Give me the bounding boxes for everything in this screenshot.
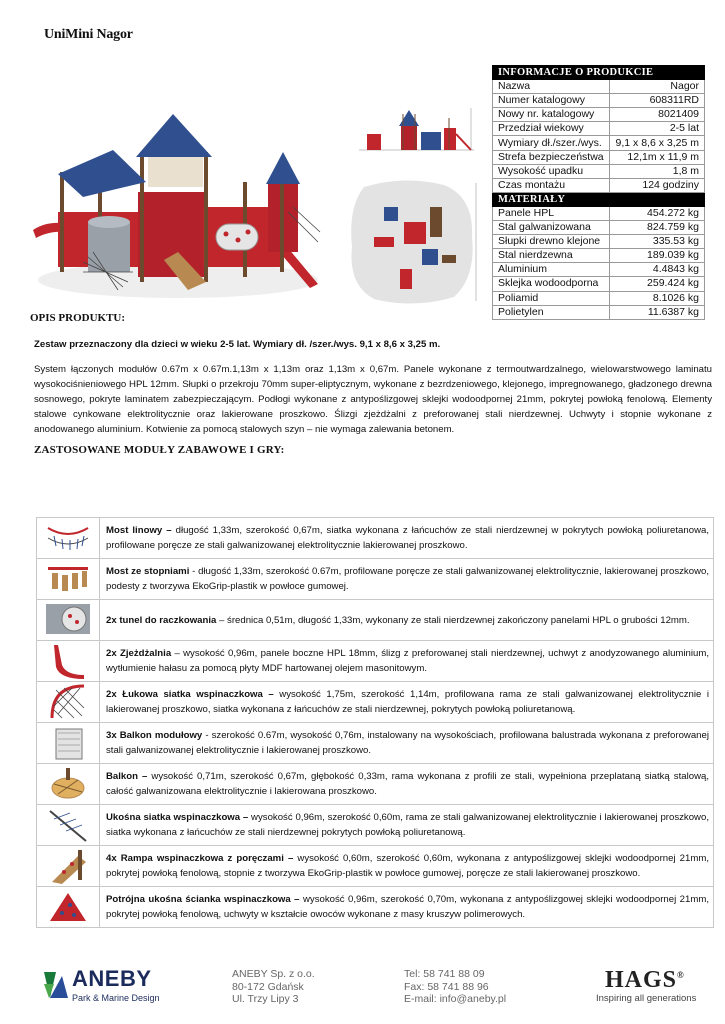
info-label: Poliamid	[493, 291, 610, 305]
info-value: 8021409	[610, 108, 705, 122]
plan-view-drawing	[344, 177, 481, 307]
info-value: 12,1m x 11,9 m	[610, 150, 705, 164]
module-text: wysokość 1,75m, szerokość 1,14m, profilowana rama ze stali galwanizowanej elektrolitycznie i lakierowanej proszkowo, siatka wykonana z łańcuchów ze stali nierdzewnej, pokrytych powłoką poliuretanową.	[106, 689, 709, 715]
info-row	[493, 80, 705, 94]
module-icon-cell	[37, 887, 100, 928]
info-row	[493, 150, 705, 164]
info-label: Wysokość upadku	[493, 164, 610, 178]
module-icon-cell	[37, 846, 100, 887]
module-name: 4x Rampa wspinaczkowa z poręczami –	[106, 853, 294, 864]
module-row	[37, 764, 714, 805]
contact-fax: Fax: 58 741 88 96	[404, 980, 489, 993]
module-row	[37, 805, 714, 846]
intro-text: Zestaw przeznaczony dla dzieci w wieku 2-5 lat. Wymiary dł. /szer./wys. 9,1 x 8,6 x 3,25 m.	[34, 339, 441, 350]
module-description	[100, 682, 714, 723]
module-icon-cell	[37, 518, 100, 559]
info-row	[493, 249, 705, 263]
module-text: wysokość 0,60m, szerokość 0,60m, wykonana z antypoślizgowej sklejki wodoodpornej 21mm, pokrytej powłoką fenolową, stopnie z tworzywa EkoGrip-plastik w powłoce gumowej, poręcze ze stali lakierowanej proszkowo.	[106, 853, 709, 879]
info-value: 11.6387 kg	[610, 305, 705, 319]
crawl-tunnel-icon	[44, 600, 92, 640]
module-name: 2x Zjeżdżalnia	[106, 648, 172, 659]
module-name: Ukośna siatka wspinaczkowa –	[106, 812, 249, 823]
info-label: Sklejka wodoodporna	[493, 277, 610, 291]
info-value: 335.53 kg	[610, 235, 705, 249]
module-text: – średnica 0,51m, długość 1,33m, wykonany ze stali nierdzewnej zakończony panelami HPL o grubości 12mm.	[216, 614, 690, 626]
info-label: Wymiary dł./szer./wys.	[493, 136, 610, 150]
aneby-brand-sub: Park & Marine Design	[72, 993, 160, 1003]
balcony-icon	[44, 764, 92, 804]
info-value: 189.039 kg	[610, 249, 705, 263]
registered-mark: ®	[677, 970, 685, 980]
info-label: Strefa bezpieczeństwa	[493, 150, 610, 164]
aneby-brand: ANEBY	[72, 966, 152, 991]
info-row	[493, 235, 705, 249]
climbing-wall-icon	[44, 887, 92, 927]
module-text: wysokość 0,96m, szerokość 0,70m, wykonana z antypoślizgowej sklejki wodoodpornej 21mm, pokrytej powłoką fenolową, uchwyty w kształcie owoców wykonane z masy kruszyw polimerowych.	[106, 894, 710, 920]
info-row	[493, 305, 705, 319]
info-row	[493, 221, 705, 235]
hags-logo-text: HAGS	[605, 967, 678, 993]
info-label: Czas montażu	[493, 178, 610, 192]
module-row	[37, 641, 714, 682]
module-description	[100, 559, 714, 600]
info-row	[493, 108, 705, 122]
info-label: Stal galwanizowana	[493, 221, 610, 235]
module-row	[37, 518, 714, 559]
info-value: Nagor	[610, 80, 705, 94]
module-name: Most linowy –	[106, 525, 172, 536]
info-label: Nazwa	[493, 80, 610, 94]
module-description	[100, 600, 714, 641]
address-line: Ul. Trzy Lipy 3	[232, 993, 299, 1005]
section-header-label: INFORMACJE O PRODUKCIE	[493, 66, 705, 80]
module-row	[37, 723, 714, 764]
hags-logo	[605, 967, 685, 994]
company-contact	[404, 968, 506, 1006]
module-description	[100, 641, 714, 682]
step-bridge-icon	[44, 559, 92, 599]
playground-illustration	[28, 112, 328, 302]
module-description	[100, 764, 714, 805]
info-value: 259.424 kg	[610, 277, 705, 291]
info-row	[493, 178, 705, 192]
info-label: Panele HPL	[493, 206, 610, 220]
module-row	[37, 600, 714, 641]
contact-phone: Tel: 58 741 88 09	[404, 968, 485, 980]
address-line: 80-172 Gdańsk	[232, 980, 304, 993]
module-row	[37, 682, 714, 723]
module-description	[100, 805, 714, 846]
info-section-header	[493, 66, 705, 80]
balcony-module-icon	[44, 723, 92, 763]
info-label: Aluminium	[493, 263, 610, 277]
module-icon-cell	[37, 600, 100, 641]
module-text: długość 1,33m, szerokość 0,67m, siatka wykonana z łańcuchów ze stali nierdzewnej w pokrytych powłoką poliuretanowa, profilowane poręcze ze stali galwanizowanej elektrolitycznie lakierowanej proszkowo.	[106, 525, 709, 551]
info-label: Stal nierdzewna	[493, 249, 610, 263]
address-line: ANEBY Sp. z o.o.	[232, 968, 315, 980]
side-elevation-drawing	[349, 104, 481, 160]
module-text: - długość 1,33m, szerokość 0.67m, profilowane poręcze ze stali galwanizowanej elektrolitycznie, lakierowanej proszkowo, podesty z tworzywa EkoGrip-plastik w powłoce gumowej.	[106, 566, 709, 592]
modules-heading: ZASTOSOWANE MODUŁY ZABAWOWE I GRY:	[34, 444, 285, 456]
info-row	[493, 206, 705, 220]
description-heading: OPIS PRODUKTU:	[30, 312, 126, 324]
info-label: Numer katalogowy	[493, 94, 610, 108]
module-text: - szerokość 0.67m, wysokość 0,76m, instalowany na wysokościach, profilowana balustrada wykonana z preforowanej stali galwanizowanej elektrolitycznie i lakierowanej proszkowo.	[106, 730, 709, 756]
modules-table	[36, 517, 714, 928]
description-text: System łączonych modułów 0.67m x 0.67m.1,13m x 1,13m oraz 1,13m x 0,67m. Panele wykonane z termoutwardzalnego, wielowarstwowego laminatu wysokociśnieniowego HPL 12mm. Słupki o przekroju 70mm super-eliptycznym, wykonane z bezrdzeniowego, klejonego, impregnowanego, gładzonego drewna sosnowego, pokryte laminatem zabezpieczającym. Podłogi wykonane z antypoślizgowej sklejki wodoodpornej 21mm, pokrytej powłoką fenolową. Elementy stalowe cynkowane elektrolitycznie oraz lakierowane proszkowo. Ślizgi zjeżdżalni z preforowanej stali nierdzewnej. Uchwyty i stopnie wykonane z anodowanego aluminium. Kotwienie za pomocą stalowych szyn – nie wymaga zalewania betonem.	[34, 364, 712, 435]
module-icon-cell	[37, 805, 100, 846]
page-title: UniMini Nagor	[44, 27, 133, 42]
info-label: Słupki drewno klejone	[493, 235, 610, 249]
module-row	[37, 846, 714, 887]
info-value: 9,1 x 8,6 x 3,25 m	[610, 136, 705, 150]
section-header-label: MATERIAŁY	[493, 192, 705, 206]
module-name: Potrójna ukośna ścianka wspinaczkowa –	[106, 894, 300, 905]
module-name: Balkon –	[106, 771, 148, 782]
module-name: Most ze stopniami	[106, 566, 190, 577]
info-section-header	[493, 192, 705, 206]
module-name: 3x Balkon modułowy	[106, 730, 203, 741]
info-label: Przedział wiekowy	[493, 122, 610, 136]
info-value: 8.1026 kg	[610, 291, 705, 305]
slide-icon	[44, 641, 92, 681]
ramp-icon	[44, 846, 92, 886]
info-row	[493, 94, 705, 108]
module-description	[100, 846, 714, 887]
module-row	[37, 887, 714, 928]
module-icon-cell	[37, 764, 100, 805]
info-row	[493, 263, 705, 277]
company-address	[232, 968, 315, 1006]
info-value: 124 godziny	[610, 178, 705, 192]
info-value: 824.759 kg	[610, 221, 705, 235]
module-icon-cell	[37, 559, 100, 600]
info-row	[493, 164, 705, 178]
rope-bridge-icon	[44, 518, 92, 558]
info-value: 2-5 lat	[610, 122, 705, 136]
module-description	[100, 723, 714, 764]
info-row	[493, 291, 705, 305]
module-name: 2x tunel do raczkowania	[106, 614, 217, 626]
module-icon-cell	[37, 682, 100, 723]
contact-email: E-mail: info@aneby.pl	[404, 993, 507, 1005]
curved-net-icon	[44, 682, 92, 722]
info-value: 454.272 kg	[610, 206, 705, 220]
module-icon-cell	[37, 641, 100, 682]
info-label: Polietylen	[493, 305, 610, 319]
module-text: wysokość 0,71m, szerokość 0,67m, głębokość 0,33m, rama wykonana z profili ze stali, wypełniona przeplataną siatką stalową, całość galwanizowana elektrolitycznie i lakierowana proszkowo.	[106, 771, 709, 797]
info-value: 4.4843 kg	[610, 263, 705, 277]
module-icon-cell	[37, 723, 100, 764]
module-text: – wysokość 0,96m, panele boczne HPL 18mm, ślizg z preforowanej stali nierdzewnej, uchwyt z anodyzowanego aluminium, wytłumienie hałasu za pomocą płyty MDF hartowanej olejem masonitowym.	[106, 648, 710, 674]
module-text: wysokość 0,96m, szerokość 0,60m, rama ze stali galwanizowanej elektrolitycznie i lakierowanej proszkowo, siatka wykonana z łańcuchów ze stali nierdzewnej pokrytych powłoką poliuretanową.	[106, 812, 709, 838]
product-info-table	[492, 65, 705, 320]
info-value: 608311RD	[610, 94, 705, 108]
hags-tagline: Inspiring all generations	[596, 993, 697, 1004]
module-description	[100, 887, 714, 928]
module-name: 2x Łukowa siatka wspinaczkowa –	[106, 689, 274, 700]
inclined-net-icon	[44, 805, 92, 845]
info-row	[493, 122, 705, 136]
info-row	[493, 277, 705, 291]
info-value: 1,8 m	[610, 164, 705, 178]
module-row	[37, 559, 714, 600]
module-description	[100, 518, 714, 559]
info-label: Nowy nr. katalogowy	[493, 108, 610, 122]
info-row	[493, 136, 705, 150]
